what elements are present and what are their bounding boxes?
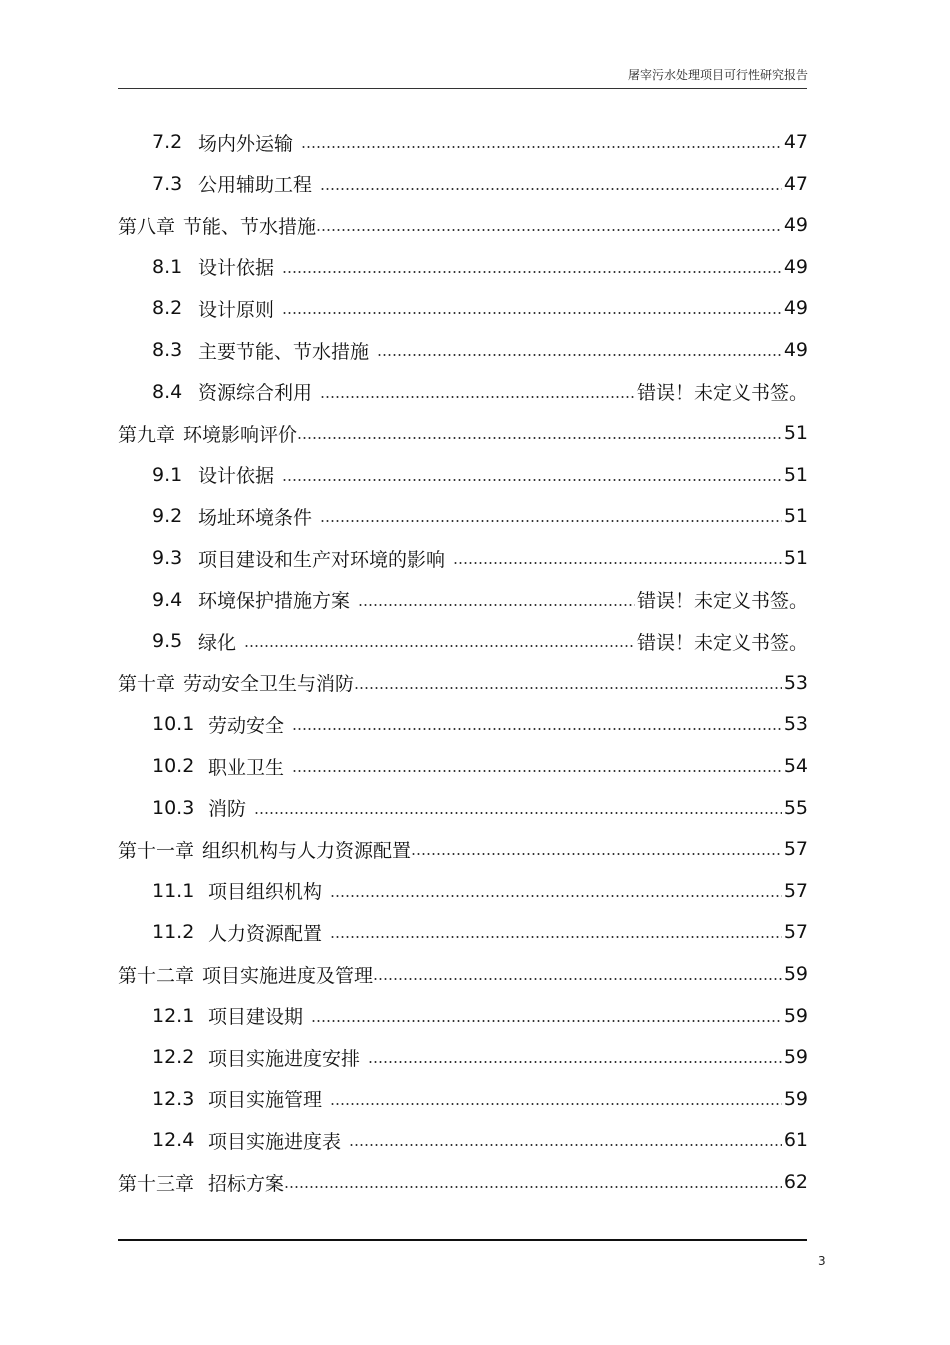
toc-section-entry[interactable] xyxy=(152,122,808,162)
toc-page-number: 62 xyxy=(783,1171,808,1193)
toc-entry-number: 8.2 xyxy=(152,297,183,320)
toc-dot-leader xyxy=(282,270,782,274)
toc-dot-leader xyxy=(320,187,782,191)
toc-dot-leader xyxy=(377,353,782,357)
toc-dot-leader xyxy=(358,603,635,607)
toc-section-entry[interactable] xyxy=(152,580,808,620)
toc-dot-leader xyxy=(244,644,635,648)
toc-entry-number: 10.2 xyxy=(152,755,195,777)
toc-entry-number: 12.1 xyxy=(152,1004,195,1027)
toc-entry-number: 12.3 xyxy=(152,1087,195,1110)
toc-dot-leader xyxy=(316,228,782,232)
toc-dot-leader xyxy=(297,436,782,440)
toc-entry-number: 9.1 xyxy=(152,463,183,486)
toc-dot-leader xyxy=(292,769,782,773)
toc-chapter-entry[interactable] xyxy=(118,954,808,994)
toc-entry-number: 第八章 xyxy=(118,215,176,238)
toc-page-number: 47 xyxy=(783,172,808,195)
toc-dot-leader xyxy=(282,311,782,315)
toc-page-number: 61 xyxy=(783,1129,808,1152)
toc-chapter-entry[interactable] xyxy=(118,663,808,703)
toc-entry-number: 第十一章 xyxy=(118,839,195,862)
toc-entry-number: 9.2 xyxy=(152,505,183,528)
toc-entry-title: 组织机构与人力资源配置 xyxy=(202,839,412,862)
toc-dot-leader xyxy=(368,1060,782,1064)
toc-section-entry[interactable] xyxy=(152,746,808,786)
toc-page-number: 57 xyxy=(783,879,808,902)
toc-entry-title: 项目实施进度表 xyxy=(208,1130,342,1153)
toc-page-number: 59 xyxy=(783,1046,808,1069)
toc-entry-title: 项目组织机构 xyxy=(208,881,323,904)
toc-entry-number: 11.2 xyxy=(152,921,195,944)
toc-entry-title: 劳动安全卫生与消防 xyxy=(183,673,355,696)
toc-dot-leader xyxy=(453,561,782,565)
toc-section-entry[interactable] xyxy=(152,1037,808,1077)
toc-dot-leader xyxy=(282,478,782,482)
toc-section-entry[interactable] xyxy=(152,330,808,370)
footer-rule xyxy=(118,1239,807,1241)
toc-entry-number: 10.3 xyxy=(152,796,195,819)
toc-entry-title: 项目实施进度安排 xyxy=(208,1047,361,1070)
toc-entry-number: 7.2 xyxy=(152,131,183,153)
toc-entry-number: 9.5 xyxy=(152,630,183,653)
toc-page-number: 51 xyxy=(783,463,808,486)
toc-section-entry[interactable] xyxy=(152,1079,808,1119)
toc-page-number: 49 xyxy=(783,214,808,237)
toc-section-entry[interactable] xyxy=(152,996,808,1036)
toc-page-number: 57 xyxy=(783,921,808,944)
toc-section-entry[interactable] xyxy=(152,496,808,536)
toc-page-number: 49 xyxy=(783,255,808,278)
toc-dot-leader xyxy=(254,811,782,815)
toc-dot-leader xyxy=(330,935,782,939)
toc-chapter-entry[interactable] xyxy=(118,413,808,453)
toc-entry-title: 环境保护措施方案 xyxy=(198,590,351,613)
toc-section-entry[interactable] xyxy=(152,704,808,744)
toc-section-entry[interactable] xyxy=(152,288,808,328)
toc-entry-number: 第十章 xyxy=(118,673,176,696)
toc-entry-number: 10.1 xyxy=(152,713,195,736)
toc-page-number: 51 xyxy=(783,422,808,445)
toc-entry-title: 场址环境条件 xyxy=(198,506,313,529)
toc-entry-title: 设计依据 xyxy=(198,257,275,280)
toc-dot-leader xyxy=(320,395,635,399)
toc-entry-number: 7.3 xyxy=(152,172,183,195)
toc-dot-leader xyxy=(411,852,782,856)
toc-dot-leader xyxy=(373,977,782,981)
toc-page-number: 59 xyxy=(783,963,808,985)
toc-entry-title: 项目实施进度及管理 xyxy=(202,964,374,987)
toc-page-number: 51 xyxy=(783,505,808,528)
toc-section-entry[interactable] xyxy=(152,164,808,204)
toc-entry-title: 资源综合利用 xyxy=(198,382,313,405)
toc-chapter-entry[interactable] xyxy=(118,205,808,245)
toc-section-entry[interactable] xyxy=(152,538,808,578)
toc-section-entry[interactable] xyxy=(152,1120,808,1160)
toc-page-number: 53 xyxy=(783,671,808,694)
toc-entry-number: 第十二章 xyxy=(118,964,195,987)
toc-page-number: 59 xyxy=(783,1004,808,1027)
toc-entry-number: 8.4 xyxy=(152,380,183,403)
toc-page-number: 54 xyxy=(783,755,808,777)
toc-entry-title: 消防 xyxy=(208,798,247,821)
toc-entry-title: 项目实施管理 xyxy=(208,1089,323,1112)
toc-entry-title: 劳动安全 xyxy=(208,714,285,737)
toc-entry-title: 场内外运输 xyxy=(198,132,294,155)
toc-entry-title: 人力资源配置 xyxy=(208,922,323,945)
toc-entry-title: 设计原则 xyxy=(198,298,275,321)
toc-dot-leader xyxy=(301,145,782,149)
toc-entry-number: 第十三章 xyxy=(118,1172,195,1195)
header-rule xyxy=(118,88,807,89)
toc-section-entry[interactable] xyxy=(152,788,808,828)
toc-page-number: 51 xyxy=(783,547,808,569)
toc-page-number: 47 xyxy=(783,131,808,153)
page-number: 3 xyxy=(818,1254,826,1268)
toc-bookmark-error: 错误！未定义书签。 xyxy=(636,590,808,613)
toc-entry-title: 设计依据 xyxy=(198,465,275,488)
toc-chapter-entry[interactable] xyxy=(118,1162,808,1202)
toc-dot-leader xyxy=(311,1019,782,1023)
toc-dot-leader xyxy=(354,686,782,690)
toc-entry-title: 项目建设期 xyxy=(208,1006,304,1029)
toc-dot-leader xyxy=(330,894,782,898)
toc-page-number: 49 xyxy=(783,339,808,361)
toc-entry-number: 9.4 xyxy=(152,588,183,611)
toc-entry-number: 第九章 xyxy=(118,423,176,446)
toc-entry-number: 12.2 xyxy=(152,1046,195,1069)
toc-section-entry[interactable] xyxy=(152,912,808,952)
toc-section-entry[interactable] xyxy=(152,372,808,412)
toc-entry-number: 12.4 xyxy=(152,1129,195,1152)
toc-dot-leader xyxy=(349,1143,782,1147)
toc-entry-number: 8.3 xyxy=(152,339,183,361)
toc-bookmark-error: 错误！未定义书签。 xyxy=(636,631,808,654)
toc-dot-leader xyxy=(320,519,782,523)
toc-entry-title: 公用辅助工程 xyxy=(198,174,313,197)
running-header-title: 屠宰污水处理项目可行性研究报告 xyxy=(627,68,808,82)
toc-chapter-entry[interactable] xyxy=(118,829,808,869)
toc-entry-title: 招标方案 xyxy=(202,1172,285,1195)
toc-page-number: 53 xyxy=(783,713,808,736)
toc-entry-number: 8.1 xyxy=(152,255,183,278)
toc-section-entry[interactable] xyxy=(152,871,808,911)
toc-entry-title: 主要节能、节水措施 xyxy=(198,340,370,363)
toc-page-number: 59 xyxy=(783,1087,808,1110)
toc-entry-number: 11.1 xyxy=(152,879,195,902)
toc-entry-title: 环境影响评价 xyxy=(183,423,298,446)
toc-page-number: 55 xyxy=(783,796,808,819)
toc-entry-title: 绿化 xyxy=(198,631,237,654)
toc-entry-number: 9.3 xyxy=(152,547,183,569)
toc-entry-title: 职业卫生 xyxy=(208,756,285,779)
toc-dot-leader xyxy=(330,1102,782,1106)
toc-entry-title: 节能、节水措施 xyxy=(183,215,317,238)
toc-page-number: 49 xyxy=(783,297,808,320)
toc-bookmark-error: 错误！未定义书签。 xyxy=(636,382,808,405)
toc-section-entry[interactable] xyxy=(152,455,808,495)
toc-page-number: 57 xyxy=(783,838,808,861)
toc-entry-title: 项目建设和生产对环境的影响 xyxy=(198,548,446,571)
toc-section-entry[interactable] xyxy=(152,621,808,661)
toc-dot-leader xyxy=(292,727,782,731)
toc-dot-leader xyxy=(284,1185,782,1189)
toc-section-entry[interactable] xyxy=(152,247,808,287)
